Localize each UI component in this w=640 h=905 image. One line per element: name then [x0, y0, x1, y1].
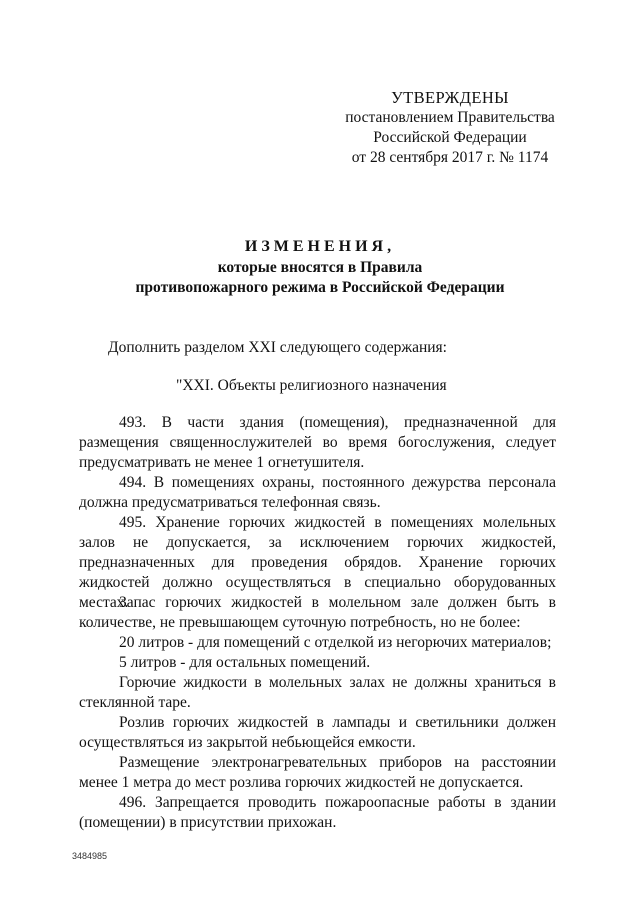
approval-heading: УТВЕРЖДЕНЫ [391, 88, 509, 107]
paragraph-glass: Горючие жидкости в молельных залах не должны храниться в стеклянной таре. [79, 674, 556, 711]
paragraph-493: 493. В части здания (помещения), предназначенной для размещения священнослужителей во время богослужения, следует предусматривать не менее 1 огнетушителя. [79, 414, 556, 471]
document-title: ИЗМЕНЕНИЯ, [244, 238, 396, 255]
paragraph-heaters: Размещение электронагревательных приборов на расстоянии менее 1 метра до мест розлива горючих жидкостей не допускается. [79, 754, 556, 791]
paragraph-496: 496. Запрещается проводить пожароопасные работы в здании (помещении) в присутствии прихожан. [79, 794, 556, 831]
paragraph-494: 494. В помещениях охраны, постоянного дежурства персонала должна предусматриваться телефонная связь. [79, 474, 556, 511]
approval-decree: постановлением Правительства [345, 109, 555, 126]
approval-country: Российской Федерации [373, 129, 527, 146]
approval-block [330, 88, 570, 168]
paragraph-495: 495. Хранение горючих жидкостей в помещениях молельных залов не допускается, за исключением горючих жидкостей, предназначенных для проведения обрядов. Хранение горючих жидкостей должно осуществляться в специально оборудованных местах. [79, 514, 556, 611]
paragraph-stock: Запас горючих жидкостей в молельном зале должен быть в количестве, не превышающем суточную потребность, но не более: [79, 594, 556, 631]
paragraph-pouring: Розлив горючих жидкостей в лампады и светильники должен осуществляться из закрытой небьющейся емкости. [79, 714, 556, 751]
footer-code: 3484985 [72, 851, 108, 861]
document-subtitle [0, 258, 640, 298]
subtitle-line-2: противопожарного режима в Российской Федерации [135, 279, 505, 296]
section-title: "XXI. Объекты религиозного назначения [176, 377, 447, 394]
approval-date-number: от 28 сентября 2017 г. № 1174 [351, 149, 549, 166]
intro-text: Дополнить разделом XXI следующего содержания: [108, 339, 447, 356]
paragraph-20-liters: 20 литров - для помещений с отделкой из негорючих материалов; [119, 634, 552, 651]
paragraph-5-liters: 5 литров - для остальных помещений. [119, 654, 371, 671]
subtitle-line-1: которые вносятся в Правила [217, 259, 423, 276]
